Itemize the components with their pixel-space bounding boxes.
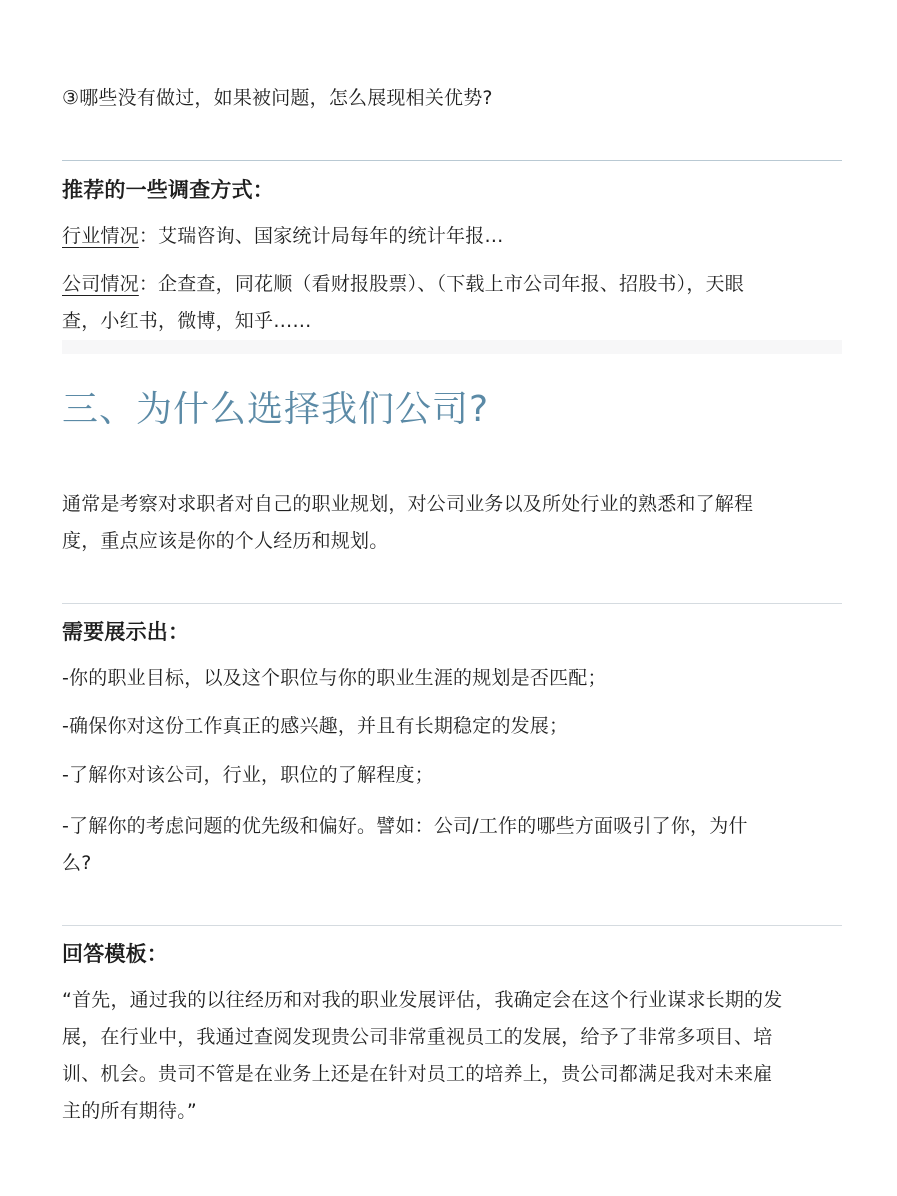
answer-template-line-4: 主的所有期待。” bbox=[62, 1100, 197, 1122]
section-divider bbox=[62, 925, 842, 926]
section-3-title: 三、为什么选择我们公司? bbox=[62, 389, 490, 430]
industry-research-line bbox=[62, 218, 842, 255]
company-research-line bbox=[62, 266, 842, 303]
show-item-2: -确保你对这份工作真正的感兴趣，并且有长期稳定的发展； bbox=[62, 715, 569, 737]
answer-template-line-3: 训、机会。贵司不管是在业务上还是在针对员工的培养上，贵公司都满足我对未来雇 bbox=[62, 1063, 773, 1085]
show-heading: 需要展示出： bbox=[62, 620, 190, 644]
industry-label: 行业情况 bbox=[62, 225, 139, 247]
research-heading: 推荐的一些调查方式： bbox=[62, 178, 274, 202]
show-item-4-line-2: 么? bbox=[62, 852, 92, 874]
show-item-1: -你的职业目标，以及这个职位与你的职业生涯的规划是否匹配； bbox=[62, 667, 607, 689]
question-item-3: ③哪些没有做过，如果被问题，怎么展现相关优势? bbox=[62, 87, 493, 109]
section-divider bbox=[62, 160, 842, 161]
section-divider bbox=[62, 603, 842, 604]
block-shade bbox=[62, 340, 842, 354]
answer-template-line-2: 展，在行业中，我通过查阅发现贵公司非常重视员工的发展，给予了非常多项目、培 bbox=[62, 1026, 773, 1048]
company-research-line-2: 查，小红书，微博，知乎…… bbox=[62, 310, 312, 332]
answer-template-heading: 回答模板： bbox=[62, 942, 168, 966]
company-sources: ：企查查，同花顺（看财报股票）、（下载上市公司年报、招股书），天眼 bbox=[138, 273, 744, 295]
industry-sources: ：艾瑞咨询、国家统计局每年的统计年报… bbox=[138, 225, 504, 247]
answer-template-line-1: “首先，通过我的以往经历和对我的职业发展评估，我确定会在这个行业谋求长期的发 bbox=[62, 989, 783, 1011]
show-item-4-line-1: -了解你的考虑问题的优先级和偏好。譬如：公司/工作的哪些方面吸引了你，为什 bbox=[62, 815, 748, 837]
section-3-intro-line-1: 通常是考察对求职者对自己的职业规划，对公司业务以及所处行业的熟悉和了解程 bbox=[62, 493, 754, 515]
company-label: 公司情况 bbox=[62, 273, 139, 295]
show-item-3: -了解你对该公司，行业，职位的了解程度； bbox=[62, 764, 434, 786]
section-3-intro-line-2: 度，重点应该是你的个人经历和规划。 bbox=[62, 530, 389, 552]
